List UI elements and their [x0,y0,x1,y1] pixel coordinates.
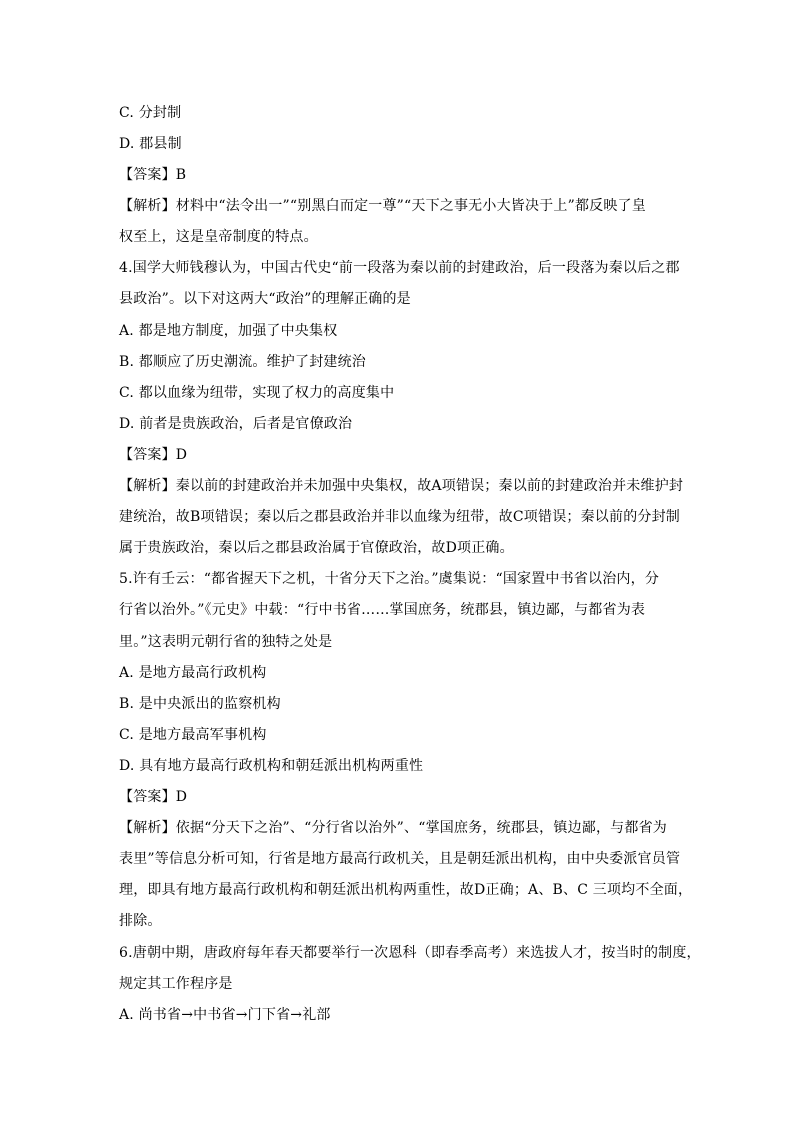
analysis-line: 【解析】材料中“法令出一”“别黑白而定一尊”“天下之事无小大皆决于上”都反映了皇 [119,198,646,214]
option-c-line: C. 都以血缘为纽带，实现了权力的高度集中 [119,385,395,401]
option-c-line: C. 是地方最高军事机构 [119,727,267,743]
option-d-line: D. 前者是贵族政治，后者是官僚政治 [119,416,353,432]
option-a-line: A. 是地方最高行政机构 [119,665,267,681]
analysis-line: 排除。 [119,913,162,929]
option-b-line: B. 是中央派出的监察机构 [119,696,281,712]
option-c-line: C. 分封制 [119,105,182,121]
question-4-stem: 县政治”。以下对这两大“政治”的理解正确的是 [119,291,411,307]
option-a-line: A. 都是地方制度，加强了中央集权 [119,323,338,339]
option-d-line: D. 具有地方最高行政机构和朝廷派出机构两重性 [119,758,424,774]
answer-line: 【答案】B [119,167,187,183]
question-5-stem: 5.许有壬云：“都省握天下之机，十省分天下之治。”虞集说：“国家置中书省以治内，分 [119,571,660,587]
analysis-line: 【解析】依据“分天下之治”、“分行省以治外”、“掌国庶务，统郡县，镇边鄙，与都省为 [119,820,667,836]
option-b-line: B. 都顺应了历史潮流。维护了封建统治 [119,354,366,370]
question-5-stem: 行省以治外。”《元史》中载：“行中书省……掌国庶务，统郡县，镇边鄙，与都省为表 [119,602,646,618]
analysis-line: 建统治，故B项错误；秦以后之郡县政治并非以血缘为纽带，故C项错误；秦以前的分封制 [119,509,680,525]
option-a-line: A. 尚书省→中书省→门下省→礼部 [119,1007,331,1023]
answer-line: 【答案】D [119,789,188,805]
analysis-line: 【解析】秦以前的封建政治并未加强中央集权，故A项错误；秦以前的封建政治并未维护封 [119,478,684,494]
answer-line: 【答案】D [119,447,188,463]
analysis-line: 权至上，这是皇帝制度的特点。 [119,229,318,245]
analysis-line: 属于贵族政治，秦以后之郡县政治属于官僚政治，故D项正确。 [119,540,514,556]
question-6-stem: 规定其工作程序是 [119,976,233,992]
question-5-stem: 里。”这表明元朝行省的独特之处是 [119,634,333,650]
question-6-stem: 6.唐朝中期，唐政府每年春天都要举行一次恩科（即春季高考）来选拔人才，按当时的制度， [119,945,701,961]
question-4-stem: 4.国学大师钱穆认为，中国古代史“前一段落为秦以前的封建政治，后一段落为秦以后之郡 [119,260,680,276]
option-d-line: D. 郡县制 [119,136,182,152]
analysis-line: 表里”等信息分析可知，行省是地方最高行政机关，且是朝廷派出机构，由中央委派官员管 [119,851,681,867]
analysis-line: 理，即具有地方最高行政机构和朝廷派出机构两重性，故D正确；A、B、C 三项均不全面， [119,882,693,898]
